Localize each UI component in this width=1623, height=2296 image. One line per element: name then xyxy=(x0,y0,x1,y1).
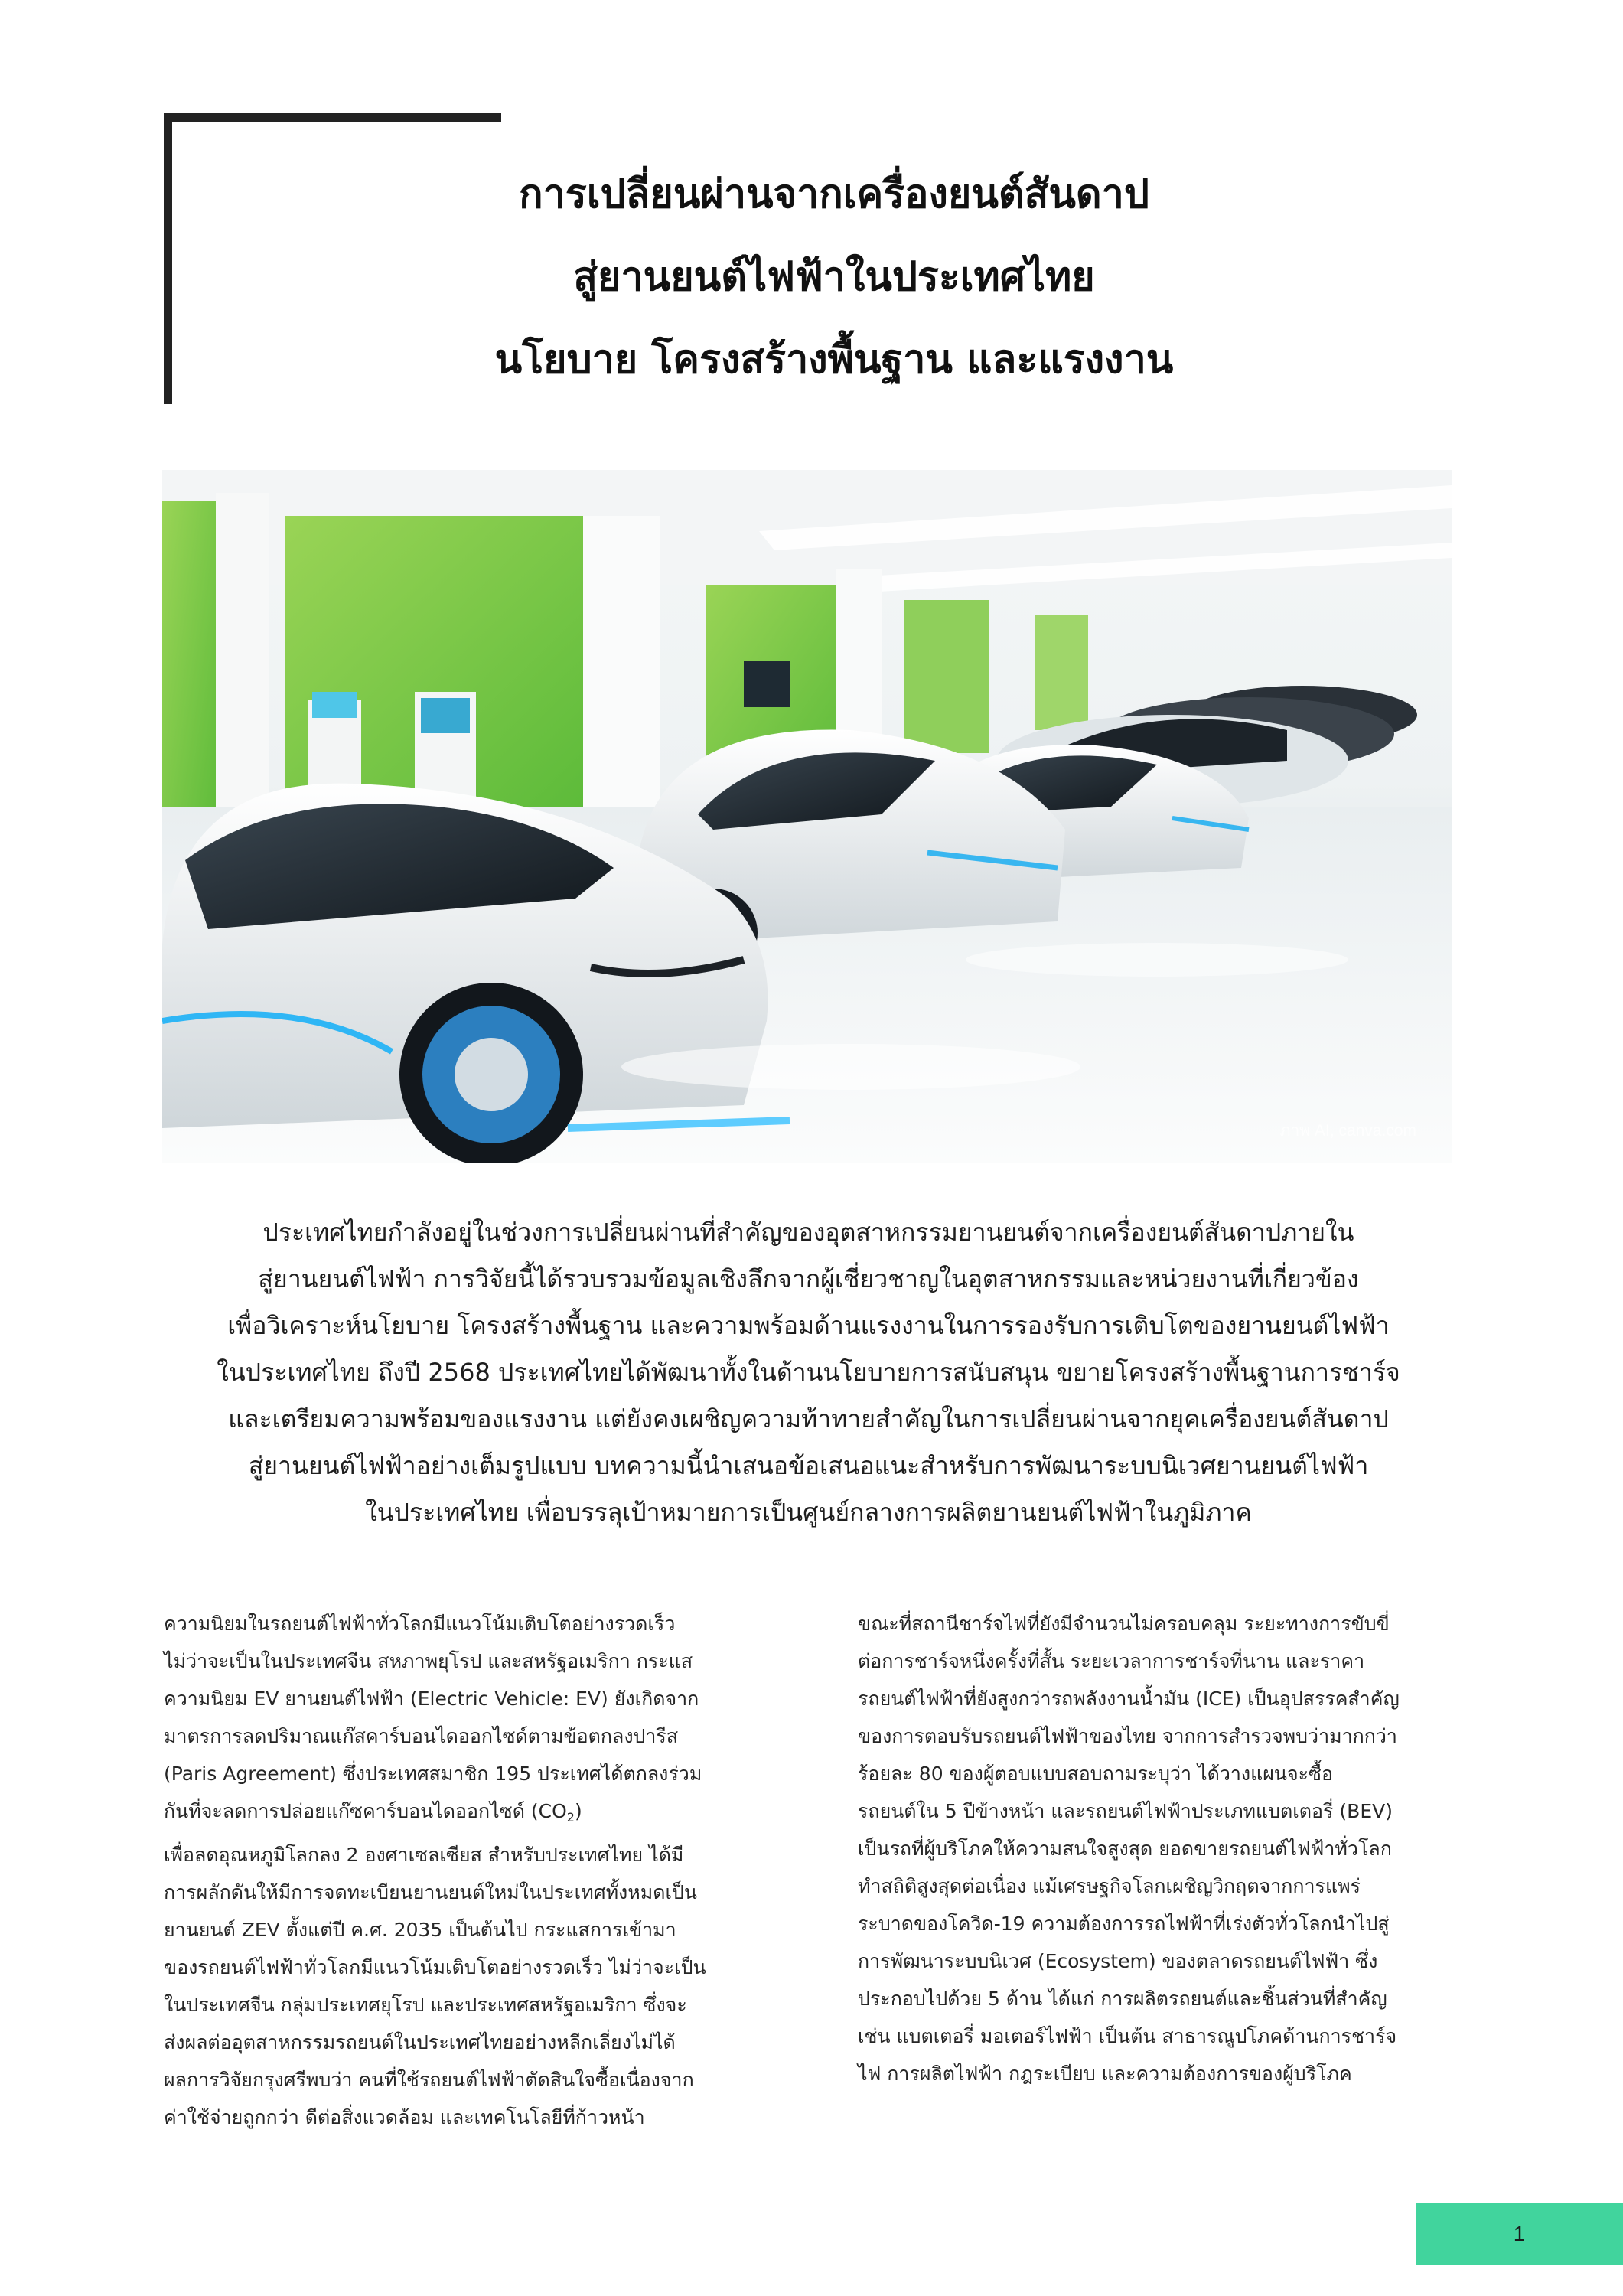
hero-image xyxy=(162,470,1452,1163)
body-line: รถยนต์ใน 5 ปีข้างหน้า และรถยนต์ไฟฟ้าประเภทแบตเตอรี่ (BEV) xyxy=(858,1800,1393,1822)
body-line: ของการตอบรับรถยนต์ไฟฟ้าของไทย จากการสำรวจพบว่ามากกว่า xyxy=(858,1725,1397,1747)
page-number-badge xyxy=(1416,2203,1623,2265)
body-line: ส่งผลต่ออุตสาหกรรมรถยนต์ในประเทศไทยอย่างหลีกเลี่ยงไม่ได้ xyxy=(164,2031,676,2053)
body-line: ผลการวิจัยกรุงศรีพบว่า คนที่ใช้รถยนต์ไฟฟ้าตัดสินใจซื้อเนื่องจาก xyxy=(164,2069,694,2091)
body-line: รถยนต์ไฟฟ้าที่ยังสูงกว่ารถพลังงานน้ำมัน (ICE) เป็นอุปสรรคสำคัญ xyxy=(858,1688,1400,1710)
image-credit: ภาพ AI, canva.com xyxy=(1279,1122,1416,1140)
title-line-2: สู่ยานยนต์ไฟฟ้าในประเทศไทย xyxy=(573,254,1095,300)
body-column-left xyxy=(164,1605,803,2136)
co2-close: ) xyxy=(574,1800,582,1822)
page-title xyxy=(199,153,1469,401)
body-line: ร้อยละ 80 ของผู้ตอบแบบสอบถามระบุว่า ได้วางแผนจะซื้อ xyxy=(858,1763,1334,1785)
body-line: ของรถยนต์ไฟฟ้าทั่วโลกมีแนวโน้มเติบโตอย่างรวดเร็ว ไม่ว่าจะเป็น xyxy=(164,1956,706,1978)
title-frame-top xyxy=(164,113,501,122)
body-line: เช่น แบตเตอรี่ มอเตอร์ไฟฟ้า เป็นต้น สาธารณูปโภคด้านการชาร์จ xyxy=(858,2025,1397,2047)
body-line: มาตรการลดปริมาณแก๊สคาร์บอนไดออกไซด์ตามข้อตกลงปารีส xyxy=(164,1725,679,1747)
title-frame-left xyxy=(164,113,172,404)
intro-line: ในประเทศไทย เพื่อบรรลุเป้าหมายการเป็นศูนย์กลางการผลิตยานยนต์ไฟฟ้าในภูมิภาค xyxy=(365,1498,1252,1527)
body-line: ต่อการชาร์จหนึ่งครั้งที่สั้น ระยะเวลาการชาร์จที่นาน และราคา xyxy=(858,1650,1365,1672)
ev-showroom-illustration xyxy=(162,470,1452,1163)
body-line: ขณะที่สถานีชาร์จไฟที่ยังมีจำนวนไม่ครอบคลุม ระยะทางการขับขี่ xyxy=(858,1613,1390,1635)
intro-line: สู่ยานยนต์ไฟฟ้า การวิจัยนี้ได้รวบรวมข้อมูลเชิงลึกจากผู้เชี่ยวชาญในอุตสาหกรรมและหน่วยงานที่เกี่ยวข้อง xyxy=(258,1264,1359,1293)
intro-line: ในประเทศไทย ถึงปี 2568 ประเทศไทยได้พัฒนาทั้งในด้านนโยบายการสนับสนุน ขยายโครงสร้างพื้นฐานการชาร์จ xyxy=(217,1358,1400,1387)
body-line: ทำสถิติสูงสุดต่อเนื่อง แม้เศรษฐกิจโลกเผชิญวิกฤตจากการแพร่ xyxy=(858,1875,1361,1897)
co2-text: กันที่จะลดการปล่อยแก๊ซคาร์บอนไดออกไซด์ (CO xyxy=(164,1800,567,1822)
body-line: เพื่อลดอุณหภูมิโลกลง 2 องศาเซลเซียส สำหรับประเทศไทย ได้มี xyxy=(164,1844,684,1866)
body-line: ยานยนต์ ZEV ตั้งแต่ปี ค.ศ. 2035 เป็นต้นไป กระแสการเข้ามา xyxy=(164,1919,676,1941)
title-line-3: นโยบาย โครงสร้างพื้นฐาน และแรงงาน xyxy=(494,337,1174,383)
body-line: ความนิยมในรถยนต์ไฟฟ้าทั่วโลกมีแนวโน้มเติบโตอย่างรวดเร็ว xyxy=(164,1613,676,1635)
body-line: ค่าใช้จ่ายถูกกว่า ดีต่อสิ่งแวดล้อม และเทคโนโลยีที่ก้าวหน้า xyxy=(164,2106,645,2128)
body-line: การผลักดันให้มีการจดทะเบียนยานยนต์ใหม่ในประเทศทั้งหมดเป็น xyxy=(164,1881,697,1903)
intro-paragraph xyxy=(164,1209,1453,1536)
body-line: ความนิยม EV ยานยนต์ไฟฟ้า (Electric Vehicle: EV) ยังเกิดจาก xyxy=(164,1688,699,1710)
intro-line: สู่ยานยนต์ไฟฟ้าอย่างเต็มรูปแบบ บทความนี้นำเสนอข้อเสนอแนะสำหรับการพัฒนาระบบนิเวศยานยนต์ไฟฟ้า xyxy=(248,1451,1369,1480)
intro-line: ประเทศไทยกำลังอยู่ในช่วงการเปลี่ยนผ่านที่สำคัญของอุตสาหกรรมยานยนต์จากเครื่องยนต์สันดาปภายใน xyxy=(262,1218,1354,1247)
body-line: ในประเทศจีน กลุ่มประเทศยุโรป และประเทศสหรัฐอเมริกา ซึ่งจะ xyxy=(164,1994,687,2016)
intro-line: และเตรียมความพร้อมของแรงงาน แต่ยังคงเผชิญความท้าทายสำคัญในการเปลี่ยนผ่านจากยุคเครื่องยนต์สันดาป xyxy=(228,1404,1389,1433)
body-line: การพัฒนาระบบนิเวศ (Ecosystem) ของตลาดรถยนต์ไฟฟ้า ซึ่ง xyxy=(858,1950,1378,1972)
page-number: 1 xyxy=(1513,2222,1526,2245)
intro-line: เพื่อวิเคราะห์นโยบาย โครงสร้างพื้นฐาน และความพร้อมด้านแรงงานในการรองรับการเติบโตของยานยนต์ไฟฟ้า xyxy=(227,1311,1390,1340)
body-line: ระบาดของโควิด-19 ความต้องการรถไฟฟ้าที่เร่งตัวทั่วโลกนำไปสู่ xyxy=(858,1913,1390,1935)
title-line-1: การเปลี่ยนผ่านจากเครื่องยนต์สันดาป xyxy=(519,171,1149,217)
body-line: (Paris Agreement) ซึ่งประเทศสมาชิก 195 ประเทศได้ตกลงร่วม xyxy=(164,1763,702,1785)
co2-subscript: 2 xyxy=(566,1810,575,1825)
body-line-co2 xyxy=(164,1792,803,1836)
body-line: ประกอบไปด้วย 5 ด้าน ได้แก่ การผลิตรถยนต์และชิ้นส่วนที่สำคัญ xyxy=(858,1988,1387,2010)
body-line: ไฟ การผลิตไฟฟ้า กฎระเบียบ และความต้องการของผู้บริโภค xyxy=(858,2063,1352,2085)
body-line: เป็นรถที่ผู้บริโภคให้ความสนใจสูงสุด ยอดขายรถยนต์ไฟฟ้าทั่วโลก xyxy=(858,1838,1392,1860)
body-line: ไม่ว่าจะเป็นในประเทศจีน สหภาพยุโรป และสหรัฐอเมริกา กระแส xyxy=(164,1650,693,1672)
body-column-right xyxy=(858,1605,1497,2092)
